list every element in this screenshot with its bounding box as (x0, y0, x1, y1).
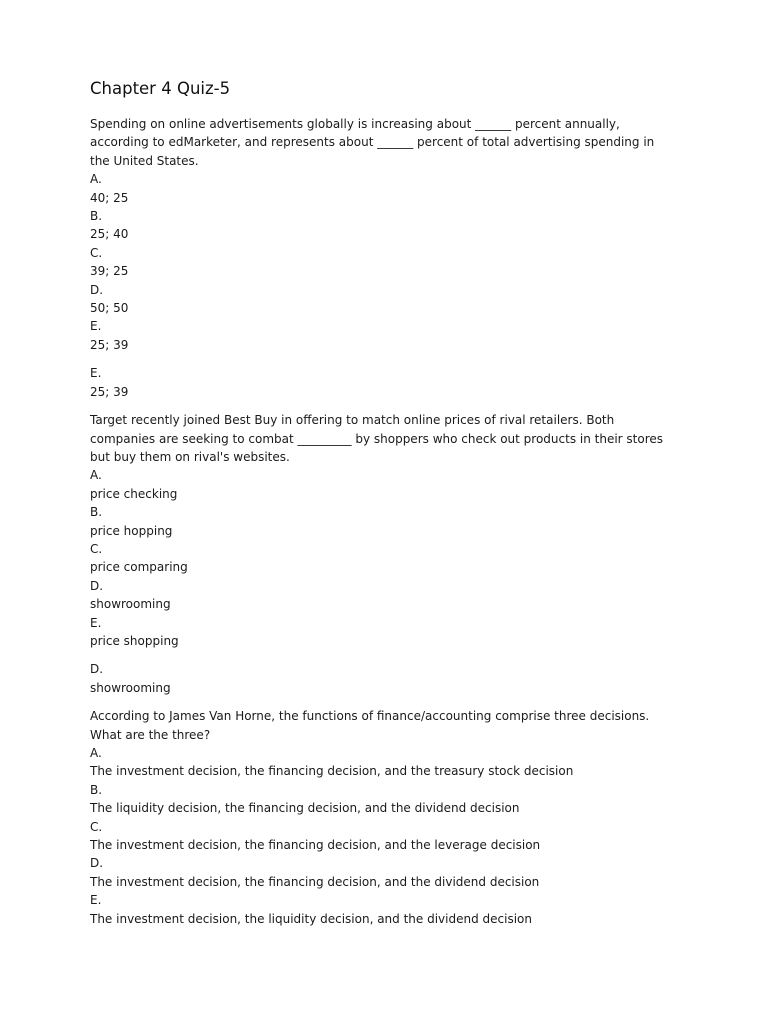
option-text: The investment decision, the financing decision, and the treasury stock decision (90, 764, 574, 779)
option-text: 50; 50 (90, 301, 129, 316)
document-page (90, 78, 690, 928)
option-text: The investment decision, the liquidity decision, and the dividend decision (90, 911, 532, 926)
option-text: price comparing (90, 560, 188, 575)
option-text: 25; 39 (90, 337, 129, 352)
option-letter: A. (90, 172, 102, 187)
option-text: price shopping (90, 633, 179, 648)
question-stem-line: the United States. (90, 153, 199, 168)
option-letter: D. (90, 856, 104, 871)
answer-letter: E. (90, 366, 102, 381)
option-text: showrooming (90, 597, 171, 612)
option-letter: E. (90, 615, 102, 630)
option-text: The investment decision, the financing decision, and the leverage decision (90, 838, 541, 853)
page-title: Chapter 4 Quiz-5 (90, 79, 231, 98)
option-text: price hopping (90, 523, 173, 538)
question-stem-line: according to edMarketer, and represents about ______ percent of total advertising spending in (90, 135, 655, 150)
question-stem-line: but buy them on rival's websites. (90, 449, 290, 464)
option-letter: C. (90, 541, 103, 556)
question-3 (90, 707, 690, 928)
option-letter: D. (90, 578, 104, 593)
question-1 (90, 115, 690, 401)
option-letter: D. (90, 282, 104, 297)
option-text: price checking (90, 486, 178, 501)
option-text: The investment decision, the financing decision, and the dividend decision (90, 874, 540, 889)
option-letter: B. (90, 505, 103, 520)
option-text: 25; 40 (90, 227, 129, 242)
question-stem-line: What are the three? (90, 727, 211, 742)
question-stem-line: companies are seeking to combat _________ by shoppers who check out products in their stores (90, 431, 664, 446)
option-letter: B. (90, 209, 103, 224)
question-stem-line: According to James Van Horne, the functions of finance/accounting comprise three decisions. (90, 709, 650, 724)
answer-text: showrooming (90, 680, 171, 695)
option-letter: E. (90, 319, 102, 334)
question-stem-line: Target recently joined Best Buy in offering to match online prices of rival retailers. Both (90, 413, 615, 428)
answer-letter: D. (90, 662, 104, 677)
option-letter: B. (90, 782, 103, 797)
option-letter: E. (90, 893, 102, 908)
option-letter: A. (90, 468, 102, 483)
answer-text: 25; 39 (90, 384, 129, 399)
option-text: 39; 25 (90, 264, 129, 279)
option-letter: A. (90, 746, 102, 760)
option-text: 40; 25 (90, 190, 129, 205)
question-2 (90, 411, 690, 697)
question-stem-line: Spending on online advertisements globally is increasing about ______ percent annually, (90, 117, 620, 131)
option-letter: C. (90, 819, 103, 834)
option-letter: C. (90, 245, 103, 260)
option-text: The liquidity decision, the financing decision, and the dividend decision (90, 801, 520, 816)
